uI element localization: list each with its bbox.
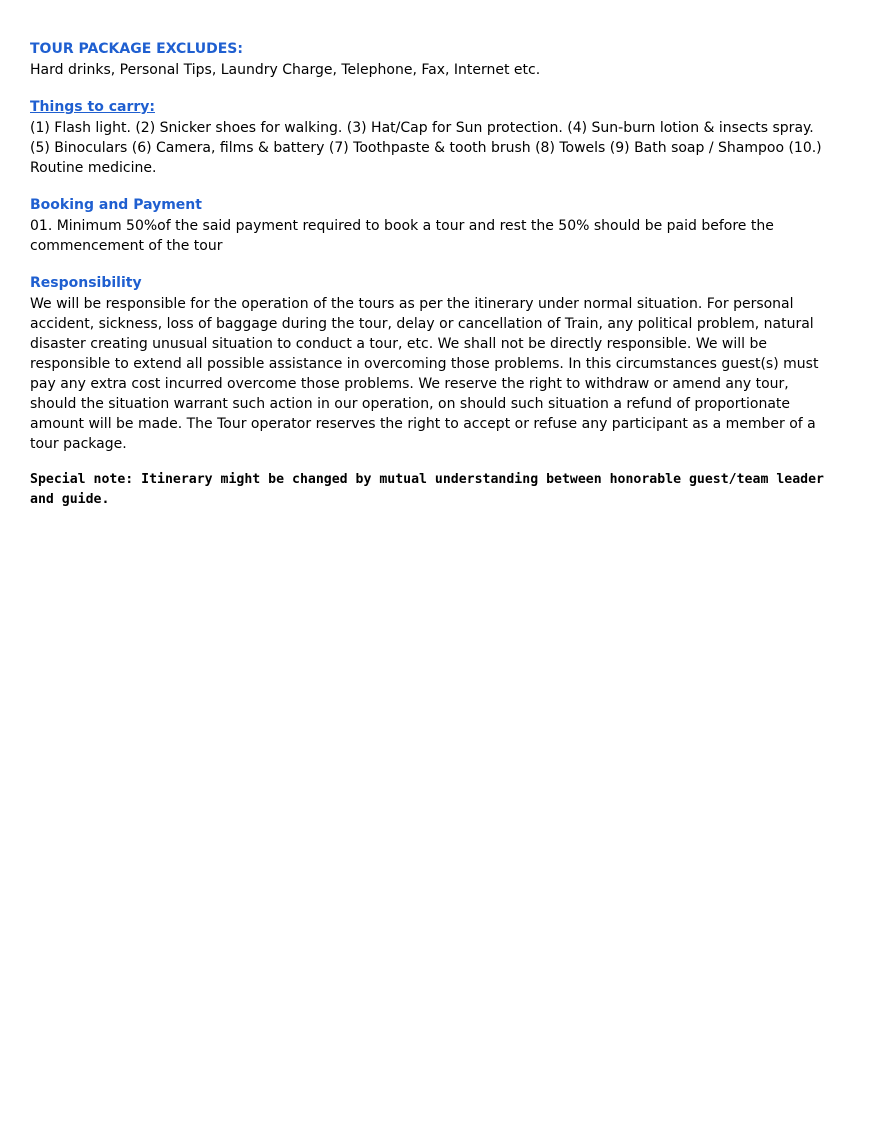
excludes-section — [30, 38, 835, 80]
document-page — [30, 38, 835, 526]
things-to-carry-heading: Things to carry: — [30, 99, 155, 115]
special-note-text: Special note: Itinerary might be changed by mutual understanding between honorable guest/team leader and guide. — [30, 472, 824, 507]
things-to-carry-section — [30, 96, 835, 178]
responsibility-text: We will be responsible for the operation of the tours as per the itinerary under normal situation. For personal accident, sickness, loss of baggage during the tour, delay or cancellation of Train, any political problem, natural disaster creating unusual situation to conduct a tour, etc. We shall not be directly responsible. We will be responsible to extend all possible assistance in overcoming those problems. In this circumstances guest(s) must pay any extra cost incurred overcome those problems. We reserve the right to withdraw or amend any tour, should the situation warrant such action in our operation, on should such situation a refund of proportionate amount will be made. The Tour operator reserves the right to accept or refuse any participant as a member of a tour package. — [30, 296, 819, 452]
booking-payment-text: 01. Minimum 50%of the said payment required to book a tour and rest the 50% should be paid before the commencement of the tour — [30, 218, 774, 254]
responsibility-heading: Responsibility — [30, 275, 142, 291]
special-note-section — [30, 470, 835, 510]
excludes-heading: TOUR PACKAGE EXCLUDES: — [30, 41, 243, 57]
responsibility-section — [30, 272, 835, 454]
booking-payment-section — [30, 194, 835, 256]
excludes-text: Hard drinks, Personal Tips, Laundry Charge, Telephone, Fax, Internet etc. — [30, 62, 541, 78]
things-to-carry-text: (1) Flash light. (2) Snicker shoes for walking. (3) Hat/Cap for Sun protection. (4) Sun-burn lotion & insects spray. (5) Binoculars (6) Camera, films & battery (7) Toothpaste & tooth brush (8) Towels (9) Bath soap / Shampoo (10.) Routine medicine. — [30, 120, 822, 176]
booking-payment-heading: Booking and Payment — [30, 197, 202, 213]
